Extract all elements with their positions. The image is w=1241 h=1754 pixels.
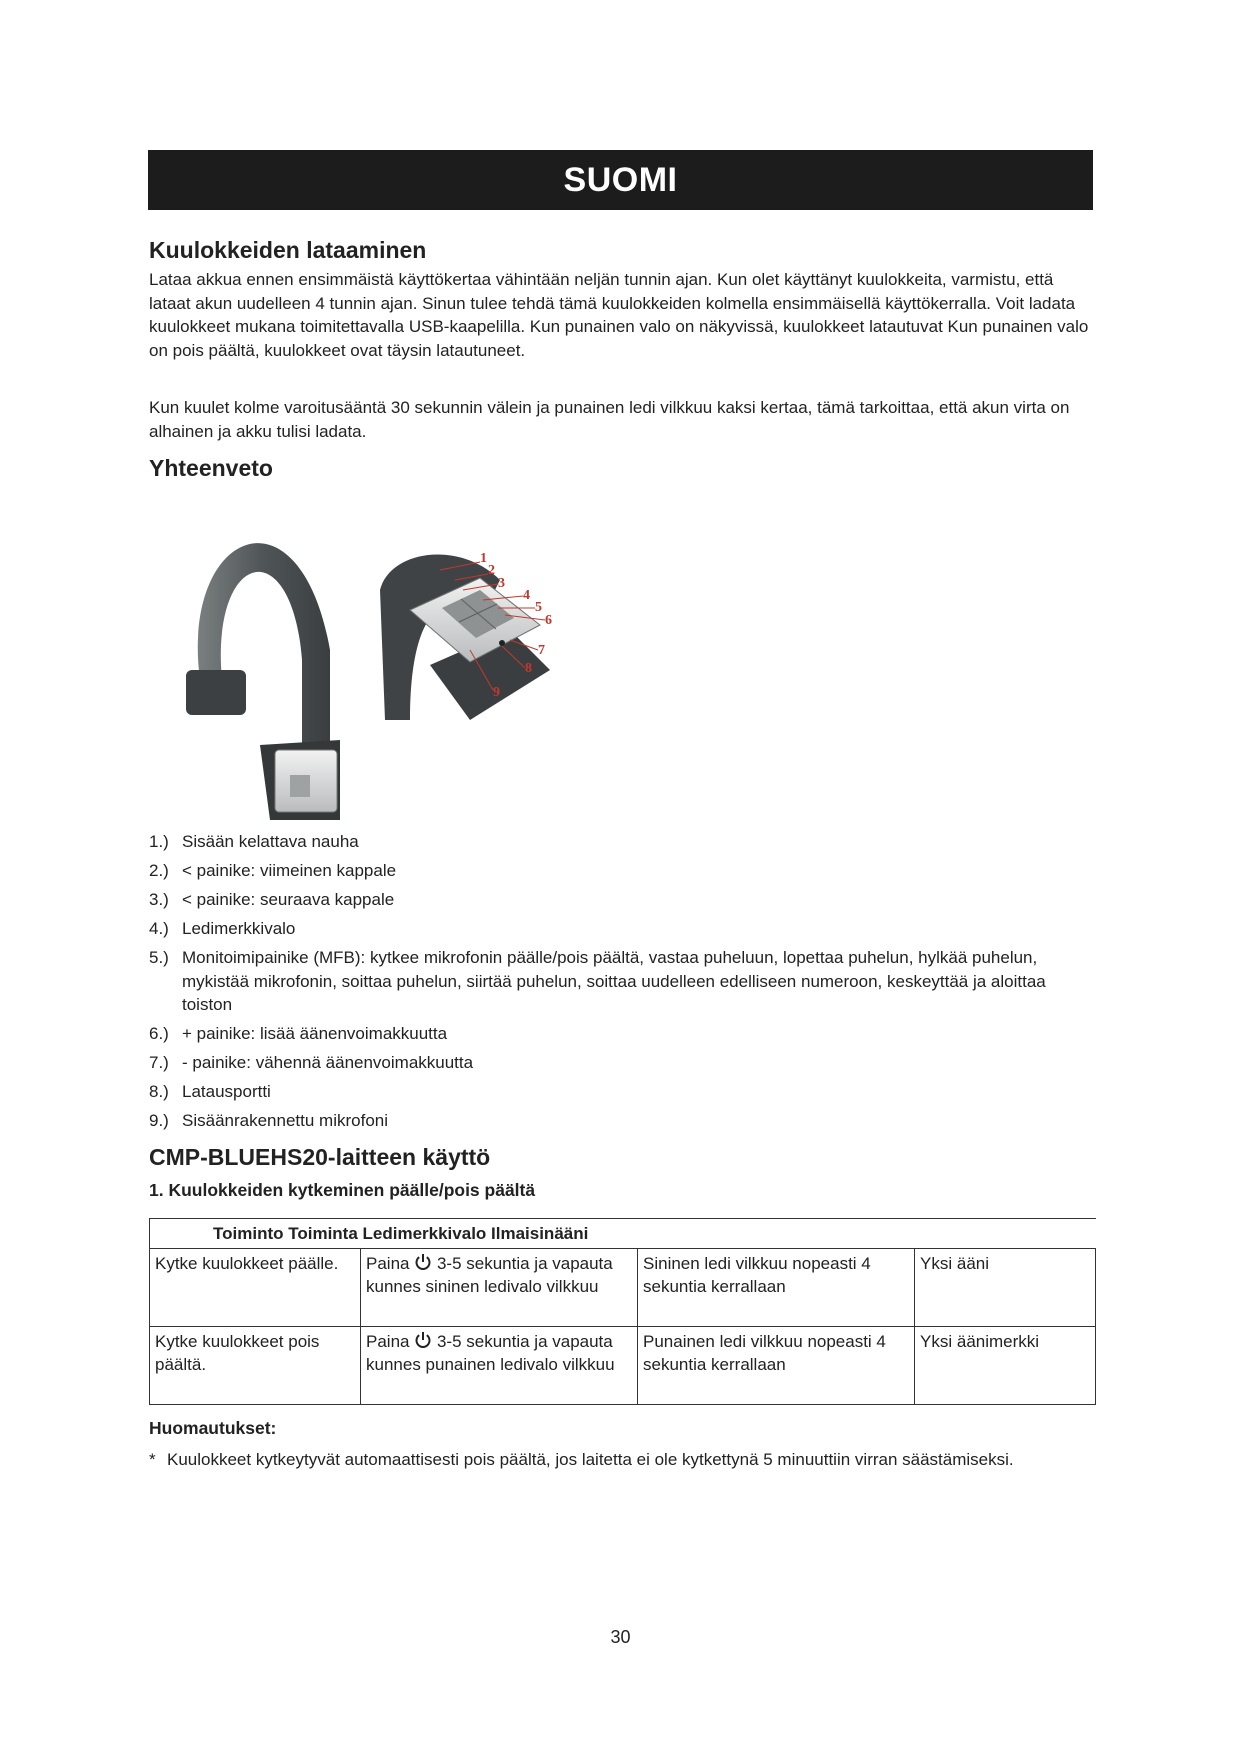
table-row	[150, 1327, 1096, 1405]
page-number: 30	[610, 1627, 631, 1647]
charging-paragraph-1: Lataa akkua ennen ensimmäistä käyttökertaa vähintään neljän tunnin ajan. Kun olet käyttänyt kuulokkeita, varmistu, että lataat akun uudelleen 4 tunnin ajan. Sinun tulee tehdä tämä kuulokkeiden kolmella ensimmäisellä käyttökerralla. Voit ladata kuulokkeet mukana toimitettavalla USB-kaapelilla. Kun punainen valo on näkyvissä, kuulokkeet latautuvat Kun punainen valo on pois päältä, kuulokkeet ovat täysin latautuneet.	[149, 270, 1089, 360]
headset-illustration	[180, 490, 630, 820]
callout-7: 7	[538, 643, 545, 658]
callout-4: 4	[523, 588, 530, 603]
charging-paragraph-2: Kun kuulet kolme varoitusääntä 30 sekunnin välein ja punainen ledi vilkkuu kaksi kertaa, tämä tarkoittaa, että akun virta on alhainen ja akku tulisi ladata.	[149, 398, 1070, 441]
action-cell: Kytke kuulokkeet pois päältä.	[150, 1327, 361, 1405]
action-cell: Kytke kuulokkeet päälle.	[150, 1249, 361, 1327]
sound-cell: Yksi ääni	[915, 1249, 1096, 1327]
callout-2: 2	[488, 563, 495, 578]
note-item	[149, 1448, 1094, 1472]
power-icon	[414, 1253, 432, 1271]
list-item: 2.) < painike: viimeinen kappale	[149, 861, 397, 880]
note-bullet: *	[149, 1450, 156, 1469]
callout-1: 1	[480, 551, 487, 566]
callout-5: 5	[535, 600, 542, 615]
parts-list	[149, 830, 1094, 1133]
list-item: 8.) Latausportti	[149, 1082, 271, 1101]
power-table	[149, 1218, 1096, 1405]
notes-heading: Huomautukset:	[149, 1418, 277, 1438]
callout-9: 9	[493, 685, 500, 700]
callout-3: 3	[498, 576, 505, 591]
list-item: 4.) Ledimerkkivalo	[149, 919, 296, 938]
table-row	[150, 1249, 1096, 1327]
led-cell: Punainen ledi vilkkuu nopeasti 4 sekuntia kerrallaan	[638, 1327, 915, 1405]
list-item: 6.) + painike: lisää äänenvoimakkuutta	[149, 1024, 448, 1043]
language-banner: SUOMI	[148, 150, 1093, 210]
sound-cell: Yksi äänimerkki	[915, 1327, 1096, 1405]
table-header-row	[150, 1219, 1096, 1249]
callout-6: 6	[545, 613, 552, 628]
table-header: Toiminto Toiminta Ledimerkkivalo Ilmaisinääni	[150, 1219, 915, 1249]
left-ear-pad	[186, 670, 246, 715]
list-item: 5.) Monitoimipainike (MFB): kytkee mikrofonin päälle/pois päältä, vastaa puheluun, lopettaa puhelun, hylkää puhelun, mykistää mikrofonin, soittaa puhelun, siirtää puhelun, soittaa uudelleen edelliseen numeroon, keskeyttää ja aloittaa toiston	[149, 948, 1046, 1014]
note-text: Kuulokkeet kytkeytyvät automaattisesti pois päältä, jos laitetta ei ole kytkettynä 5 minuuttiin virran säästämiseksi.	[167, 1450, 1014, 1469]
list-item: 1.) Sisään kelattava nauha	[149, 832, 359, 851]
press-cell: Paina 3-5 sekuntia ja vapauta kunnes sininen ledivalo vilkkuu	[361, 1249, 638, 1327]
usage-subheading: 1. Kuulokkeiden kytkeminen päälle/pois päältä	[149, 1180, 536, 1200]
list-item: 7.) - painike: vähennä äänenvoimakkuutta	[149, 1053, 474, 1072]
led-cell: Sininen ledi vilkkuu nopeasti 4 sekuntia kerrallaan	[638, 1249, 915, 1327]
power-icon	[414, 1331, 432, 1349]
list-item: 3.) < painike: seuraava kappale	[149, 890, 395, 909]
headband	[198, 543, 330, 760]
callout-8: 8	[525, 661, 532, 676]
list-item: 9.) Sisäänrakennettu mikrofoni	[149, 1111, 389, 1130]
press-cell: Paina 3-5 sekuntia ja vapauta kunnes punainen ledivalo vilkkuu	[361, 1327, 638, 1405]
charging-heading: Kuulokkeiden lataaminen	[149, 237, 427, 263]
usage-heading: CMP-BLUEHS20-laitteen käyttö	[149, 1144, 491, 1170]
overview-heading: Yhteenveto	[149, 455, 273, 481]
